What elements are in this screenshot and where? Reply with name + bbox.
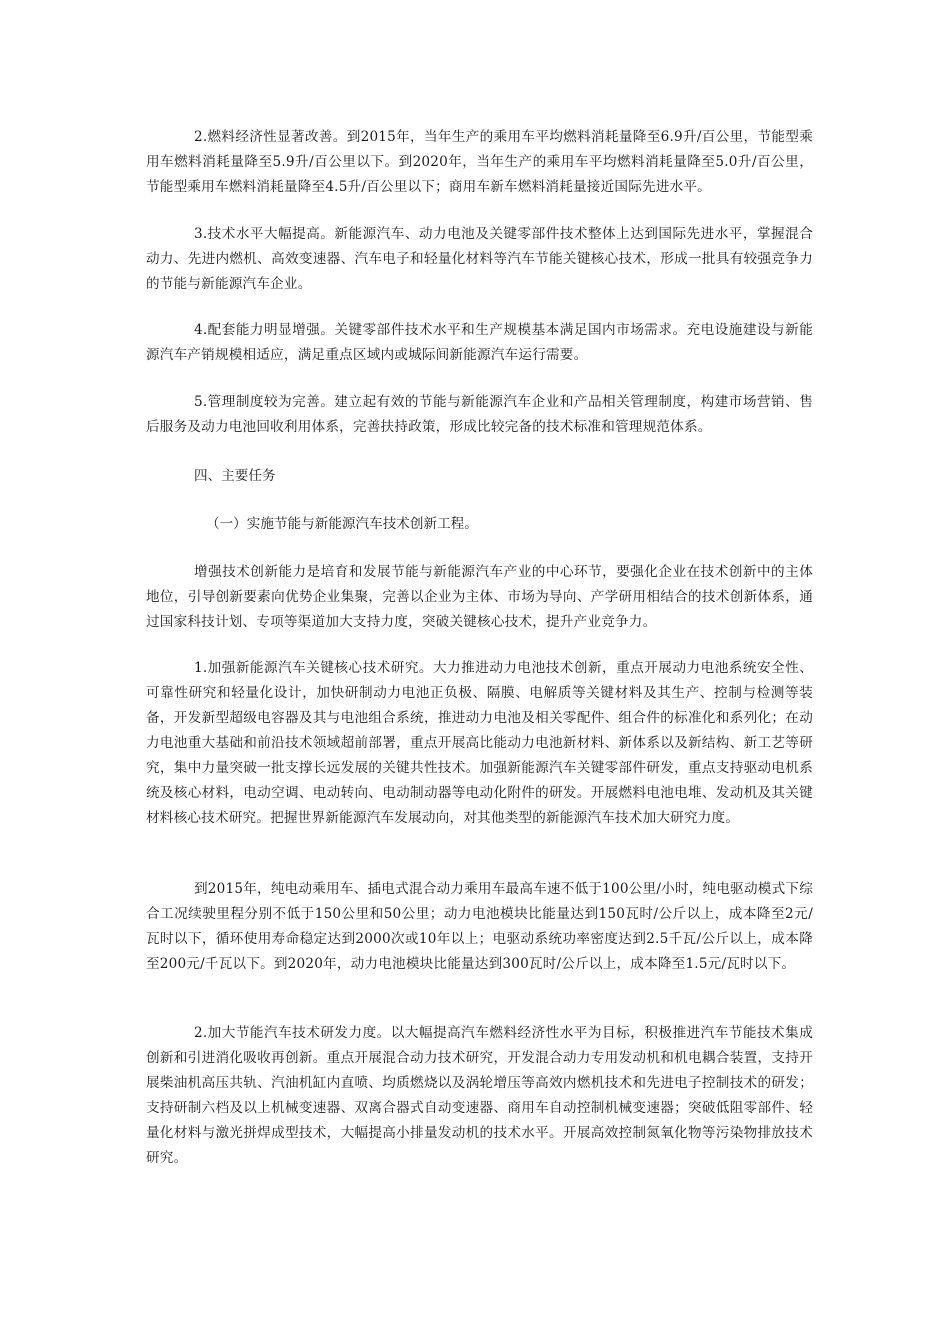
paragraph-fuel-economy: 2.燃料经济性显著改善。到2015年，当年生产的乘用车平均燃料消耗量降至6.9升/百公里，节能型乘用车燃料消耗量降至5.9升/百公里以下。到2020年，当年生产的乘用车平均燃料消耗量降至5.0升/百公里，节能型乘用车燃料消耗量降至4.5升/百公里以下；商用车新车燃料消耗量接近国际先进水平。 bbox=[146, 129, 813, 195]
paragraph-energy-saving-rd: 2.加大节能汽车技术研发力度。以大幅提高汽车燃料经济性水平为目标，积极推进汽车节能技术集成创新和引进消化吸收再创新。重点开展混合动力技术研究，开发混合动力专用发动机和机电耦合装置，支持开展柴油机高压共轨、汽油机缸内直喷、均质燃烧以及涡轮增压等高效内燃机技术和先进电子控制技术的研发；支持研制六档及以上机械变速器、双离合器式自动变速器、商用车自动控制机械变速器；突破低阻零部件、轻量化材料与激光拼焊成型技术，大幅提高小排量发动机的技术水平。开展高效控制氮氧化物等污染物排放技术研究。 bbox=[146, 1025, 813, 1166]
paragraph-management-system: 5.管理制度较为完善。建立起有效的节能与新能源汽车企业和产品相关管理制度，构建市场营销、售后服务及动力电池回收利用体系，完善扶持政策，形成比较完备的技术标准和管理规范体系。 bbox=[146, 394, 813, 435]
paragraph-innovation-capacity: 增强技术创新能力是培育和发展节能与新能源汽车产业的中心环节，要强化企业在技术创新中的主体地位，引导创新要素向优势企业集聚，完善以企业为主体、市场为导向、产学研用相结合的技术创新体系，通过国家科技计划、专项等渠道加大支持力度，突破关键核心技术，提升产业竞争力。 bbox=[146, 564, 813, 630]
section-heading-main-tasks: 四、主要任务 bbox=[194, 468, 276, 484]
paragraph-supporting-capacity: 4.配套能力明显增强。关键零部件技术水平和生产规模基本满足国内市场需求。充电设施建设与新能源汽车产销规模相适应，满足重点区域内或城际间新能源汽车运行需要。 bbox=[146, 322, 813, 363]
paragraph-2015-targets: 到2015年，纯电动乘用车、插电式混合动力乘用车最高车速不低于100公里/小时，纯电驱动模式下综合工况续驶里程分别不低于150公里和50公里；动力电池模块比能量达到150瓦时/公斤以上，成本降至2元/瓦时以下，循环使用寿命稳定达到2000次或10年以上；电驱动系统功率密度达到2.5千瓦/公斤以上，成本降至200元/千瓦以下。到2020年，动力电池模块比能量达到300瓦时/公斤以上，成本降至1.5元/瓦时以下。 bbox=[146, 881, 813, 972]
subsection-heading-innovation-project: （一）实施节能与新能源汽车技术创新工程。 bbox=[206, 516, 478, 532]
paragraph-technology-level: 3.技术水平大幅提高。新能源汽车、动力电池及关键零部件技术整体上达到国际先进水平，掌握混合动力、先进内燃机、高效变速器、汽车电子和轻量化材料等汽车节能关键核心技术，形成一批具有较强竞争力的节能与新能源汽车企业。 bbox=[146, 226, 813, 292]
paragraph-key-technology-research: 1.加强新能源汽车关键核心技术研究。大力推进动力电池技术创新，重点开展动力电池系统安全性、可靠性研究和轻量化设计，加快研制动力电池正负极、隔膜、电解质等关键材料及其生产、控制与检测等装备，开发新型超级电容器及其与电池组合系统，推进动力电池及相关零配件、组合件的标准化和系列化；在动力电池重大基础和前沿技术领域超前部署，重点开展高比能动力电池新材料、新体系以及新结构、新工艺等研究，集中力量突破一批支撑长远发展的关键共性技术。加强新能源汽车关键零部件研发，重点支持驱动电机系统及核心材料，电动空调、电动转向、电动制动器等电动化附件的研发。开展燃料电池电堆、发动机及其关键材料核心技术研究。把握世界新能源汽车发展动向，对其他类型的新能源汽车技术加大研究力度。 bbox=[146, 660, 813, 826]
